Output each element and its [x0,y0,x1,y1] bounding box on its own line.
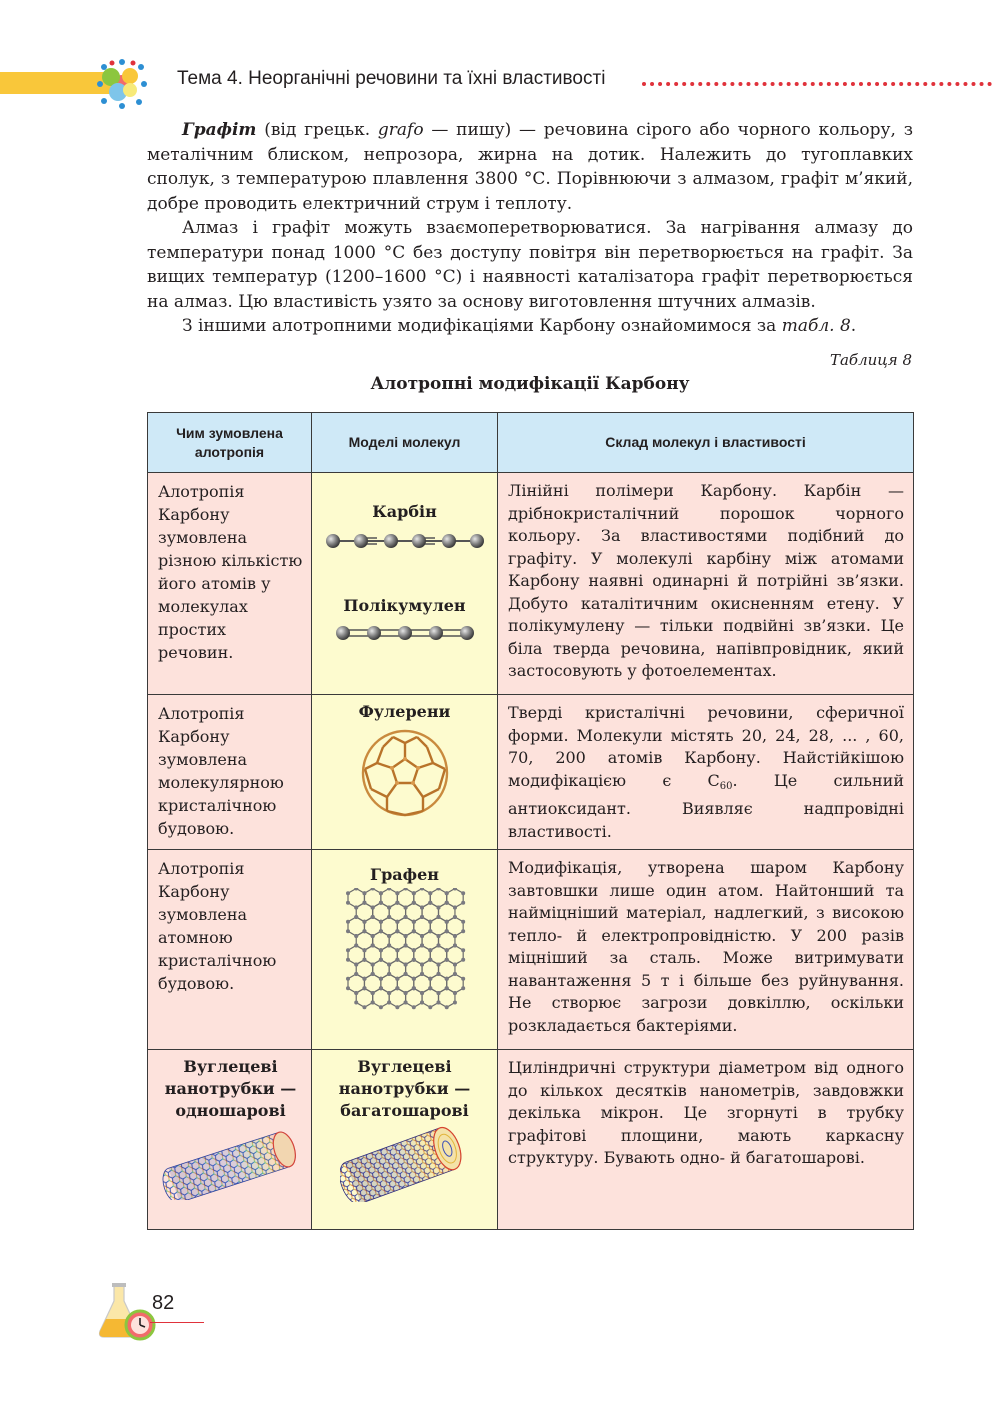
properties-cell: Циліндричні структури діаметром від одного до кількох десятків нанометрів, завдовжки декілька мікрон. Це згорнуті в трубку графітові площини, мають каркасну структуру. Бувають одно- й багатошарові. [498,1050,914,1230]
text-span: Тверді кристалічні речовини, сферичної форми. Молекули містять 20, 24, 28, ... , 60, 70, 200 атомів Карбону. Найстійкішою модифікацією є С [508,703,904,790]
graphene-atom [354,888,358,891]
graphene-atom [428,920,432,924]
graphene-atom [403,915,407,919]
table-title: Алотропні модифікації Карбону [370,374,690,394]
graphene-atom [370,972,374,976]
graphene-atom [411,958,415,962]
header-models: Моделі молекул [312,413,498,473]
graphene-atom [452,888,456,891]
text-span: (від грецьк. [256,120,378,140]
graphene-atom [354,1001,358,1005]
header-properties: Склад молекул і властивості [498,413,914,473]
page-number: 82 [152,1292,175,1314]
graphene-atom [395,901,399,905]
graphene-atom [387,944,391,948]
graphene-atom [346,891,350,895]
graphene-atom [420,1001,424,1005]
model-label-fullerenes: Фулерени [358,702,451,721]
graphene-atom [354,915,358,919]
graphene-atom [354,906,358,910]
graphene-atom [387,934,391,938]
graphene-atom [370,1001,374,1005]
graphene-atom [403,906,407,910]
model-cell [312,695,498,850]
graphene-atom [461,948,465,952]
table-row [148,473,914,695]
graphene-atom [411,891,415,895]
graphene-atom [354,944,358,948]
text-span: . [850,316,857,336]
term-graphite: Графіт [182,120,257,140]
graphene-atom [461,977,465,981]
graphene-atom [428,977,432,981]
graphene-atom [411,929,415,933]
graphene-atom [444,1005,448,1009]
graphene-atom [444,948,448,952]
graphene-hexagon [389,988,405,1007]
graphene-atom [378,901,382,905]
graphene-atom [444,891,448,895]
graphene-atom [452,915,456,919]
graphene-atom [346,929,350,933]
graphene-atom [403,934,407,938]
graphene-atom [452,906,456,910]
graphene-atom [444,958,448,962]
graphene-atom [428,958,432,962]
graphene-hexagon [438,988,454,1007]
graphene-atom [346,920,350,924]
single-wall-label: Вуглецеві нанотрубки — одношарові [164,1057,297,1120]
graphene-atom [420,963,424,967]
graphene-atom [378,977,382,981]
table-row [148,695,914,850]
graphene-lattice-icon [340,888,470,1022]
graphene-atom [362,958,366,962]
cause-cell [148,1050,312,1230]
graphene-hexagon [422,988,438,1007]
graphene-atom [378,986,382,990]
graphene-atom [411,901,415,905]
cause-cell: Алотропія Карбону зумовлена атомною кристалічною будовою. [148,850,312,1050]
graphene-atom [403,991,407,995]
graphene-atom [452,991,456,995]
cause-cell: Алотропія Карбону зумовлена різною кількістю його атомів у молекулах простих речовин. [148,473,312,695]
graphene-atom [420,934,424,938]
paragraph-reference [147,314,913,339]
text-span: З іншими алотропними модифікаціями Карбону ознайомимося за [182,316,782,336]
graphene-atom [395,891,399,895]
graphene-atom [452,1001,456,1005]
graphene-atom [452,963,456,967]
graphene-atom [428,929,432,933]
properties-cell: Модифікація, утворена шаром Карбону завтовшки лише один атом. Найтонший та найміцніший матеріал, надлегкий, з високою тепло- й електропровідністю. У 200 разів міцніший за сталь. Може витримувати навантаження 5 т і більше без руйнування. Не створює загрози довкіллю, оскільки розкладається бактеріями. [498,850,914,1050]
graphene-atom [395,1005,399,1009]
graphene-atom [346,977,350,981]
multi-wall-label: Вуглецеві нанотрубки — багатошарові [338,1057,471,1120]
graphene-atom [411,948,415,952]
graphene-atom [378,958,382,962]
cause-cell: Алотропія Карбону зумовлена молекулярною кристалічною будовою. [148,695,312,850]
graphene-atom [420,944,424,948]
graphene-atom [354,934,358,938]
graphene-atom [354,991,358,995]
properties-cell [498,695,914,850]
header-cause: Чим зумовлена алотропія [148,413,312,473]
graphene-atom [436,915,440,919]
graphene-atom [452,944,456,948]
graphene-atom [354,972,358,976]
multi-wall-nanotube-icon [340,1122,470,1202]
model-cell [312,1050,498,1230]
graphene-atom [370,906,374,910]
graphene-atom [444,986,448,990]
text-span: . Це сильний антиоксидант. Виявляє надпровідні властивості. [508,770,904,841]
graphene-atom [395,929,399,933]
graphene-atom [395,958,399,962]
graphene-atom [346,948,350,952]
graphene-atom [436,991,440,995]
graphene-atom [370,944,374,948]
graphene-atom [420,972,424,976]
body-text [147,118,913,339]
footer-rule [150,1322,204,1323]
graphene-atom [444,977,448,981]
graphene-atom [436,944,440,948]
graphene-atom [436,972,440,976]
graphene-atom [362,929,366,933]
graphene-atom [362,977,366,981]
graphene-atom [378,920,382,924]
graphene-atom [428,986,432,990]
graphene-atom [395,986,399,990]
properties-cell: Лінійні полімери Карбону. Карбін — дрібнокристалічний порошок чорного кольору. За властивостями подібний до графіту. У молекулі карбіну між атомами Карбону наявні одинарні й потрійні зв’язки. Добуто каталітичним окисненням етену. У полікумулену — тільки подвійні зв’язки. Це біла тверда речовина, напівпровідник, який застосовують у фотоелементах. [498,473,914,695]
allotropes-table [147,412,914,1230]
graphene-atom [403,963,407,967]
graphene-atom [362,986,366,990]
graphene-atom [370,963,374,967]
graphene-atom [395,948,399,952]
graphene-atom [428,891,432,895]
graphene-atom [378,1005,382,1009]
graphene-atom [387,906,391,910]
graphene-atom [387,1001,391,1005]
graphene-atom [428,901,432,905]
graphene-atom [354,963,358,967]
graphene-atom [461,891,465,895]
graphene-atom [403,944,407,948]
graphene-atom [387,972,391,976]
graphene-atom [395,977,399,981]
molecule-logo-icon [94,58,150,110]
graphene-atom [420,888,424,891]
graphene-atom [346,986,350,990]
graphene-atom [370,934,374,938]
graphene-atom [387,963,391,967]
graphene-atom [403,1001,407,1005]
graphene-atom [387,915,391,919]
graphene-atom [370,991,374,995]
graphene-atom [452,972,456,976]
graphene-atom [387,991,391,995]
graphene-atom [411,920,415,924]
graphene-atom [411,986,415,990]
graphene-atom [420,915,424,919]
graphene-atom [436,963,440,967]
subscript: 60 [719,780,733,792]
graphene-atom [436,906,440,910]
table-row [148,850,914,1050]
graphene-atom [461,901,465,905]
graphene-atom [461,920,465,924]
graphene-atom [428,1005,432,1009]
graphene-atom [452,934,456,938]
table-reference: табл. 8 [781,316,851,336]
graphene-atom [403,888,407,891]
graphene-atom [428,948,432,952]
graphene-atom [461,986,465,990]
graphene-atom [403,972,407,976]
chapter-title: Тема 4. Неорганічні речовини та їхні властивості [177,68,606,89]
polycumulene-chain-icon [335,621,475,645]
graphene-atom [362,948,366,952]
graphene-atom [395,920,399,924]
graphene-atom [362,920,366,924]
table-header-row [148,413,914,473]
graphene-atom [362,1005,366,1009]
graphene-hexagon [356,988,372,1007]
graphene-atom [370,915,374,919]
graphene-atom [444,901,448,905]
paragraph-graphite [147,118,913,216]
carbyne-chain-icon [325,529,485,553]
graphene-atom [411,977,415,981]
graphene-atom [387,888,391,891]
header-dotted-line [642,82,992,86]
single-wall-nanotube-icon [158,1126,308,1200]
model-label-carbyne: Карбін [372,502,437,521]
graphene-atom [436,1001,440,1005]
graphene-atom [378,929,382,933]
graphene-atom [444,929,448,933]
model-label-polycumulene: Полікумулен [343,596,466,615]
graphene-atom [411,1005,415,1009]
graphene-atom [420,906,424,910]
graphene-atom [370,888,374,891]
greek-word: grafo [377,120,424,140]
model-cell [312,473,498,695]
graphene-atom [461,929,465,933]
graphene-hexagon [372,988,388,1007]
table-caption: Таблиця 8 [829,351,912,369]
model-cell [312,850,498,1050]
graphene-hexagon [405,988,421,1007]
graphene-atom [444,920,448,924]
paragraph-conversion: Алмаз і графіт можуть взаємоперетворюватися. За нагрівання алмазу до температури понад 1000 °С без доступу повітря він перетворюється на графіт. За вищих температур (1200–1600 °С) і наявності каталізатора графіт перетворюється на алмаз. Цю властивість узято за основу виготовлення штучних алмазів. [147,218,913,312]
flask-clock-icon [96,1283,160,1343]
graphene-atom [461,958,465,962]
graphene-atom [362,901,366,905]
graphene-atom [346,901,350,905]
graphene-atom [420,991,424,995]
fullerene-molecule-icon [357,725,453,821]
graphene-atom [436,934,440,938]
graphene-atom [346,958,350,962]
table-row [148,1050,914,1230]
graphene-atom [378,948,382,952]
graphene-atom [378,891,382,895]
graphene-atom [436,888,440,891]
model-label-graphene: Графен [370,865,439,884]
graphene-atom [362,891,366,895]
text-span: — пишу) — речовина сірого або чорного кольору, з металічним блиском, непрозора, жирна на дотик. Належить до тугоплавких сполук, з температурою плавлення 3800 °С. Порівнюючи з алмазом, графіт м’який, добре проводить електричний струм і теплоту. [147,120,913,214]
